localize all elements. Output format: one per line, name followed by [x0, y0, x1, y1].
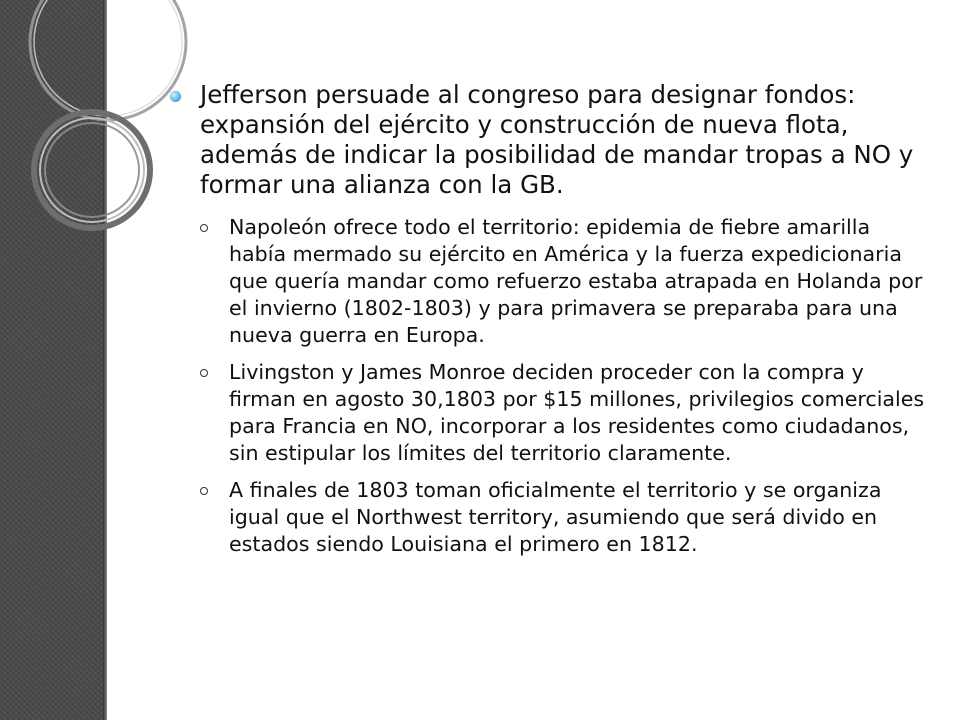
decorative-ring-small-inner — [40, 118, 144, 222]
sub-bullet-text: Livingston y James Monroe deciden proceder con la compra y firman en agosto 30,1803 por $15 millones, privilegios comerciales para Francia en NO, incorporar a los residentes como ciudadanos, sin estipular los límites del territorio claramente. — [229, 360, 925, 465]
decorative-ring-small — [34, 112, 150, 228]
main-bullet-item — [170, 80, 930, 200]
sub-bullet-item — [170, 477, 930, 558]
sub-bullet-icon — [200, 487, 208, 495]
main-bullet-text: Jefferson persuade al congreso para designar fondos: expansión del ejército y construcción de nueva flota, además de indicar la posibilidad de mandar tropas a NO y formar una alianza con la GB. — [200, 80, 914, 199]
decorative-ring-small-core — [45, 123, 139, 217]
sub-bullet-text: Napoleón ofrece todo el territorio: epidemia de fiebre amarilla había mermado su ejército en América y la fuerza expedicionaria que quería mandar como refuerzo estaba atrapada en Holanda por el invierno (1802-1803) y para primavera se preparaba para una nueva guerra en Europa. — [229, 215, 923, 347]
sub-bullet-icon — [200, 224, 208, 232]
sub-bullet-text: A finales de 1803 toman oficialmente el territorio y se organiza igual que el Northwest territory, asumiendo que será divido en estados siendo Louisiana el primero en 1812. — [229, 478, 882, 556]
sub-bullet-item — [170, 214, 930, 349]
decorative-ring-large — [30, 0, 186, 120]
sub-bullet-item — [170, 359, 930, 467]
sub-bullet-icon — [200, 369, 208, 377]
slide-content — [170, 80, 930, 568]
bullet-icon — [170, 91, 181, 102]
sub-bullet-list — [170, 214, 930, 558]
